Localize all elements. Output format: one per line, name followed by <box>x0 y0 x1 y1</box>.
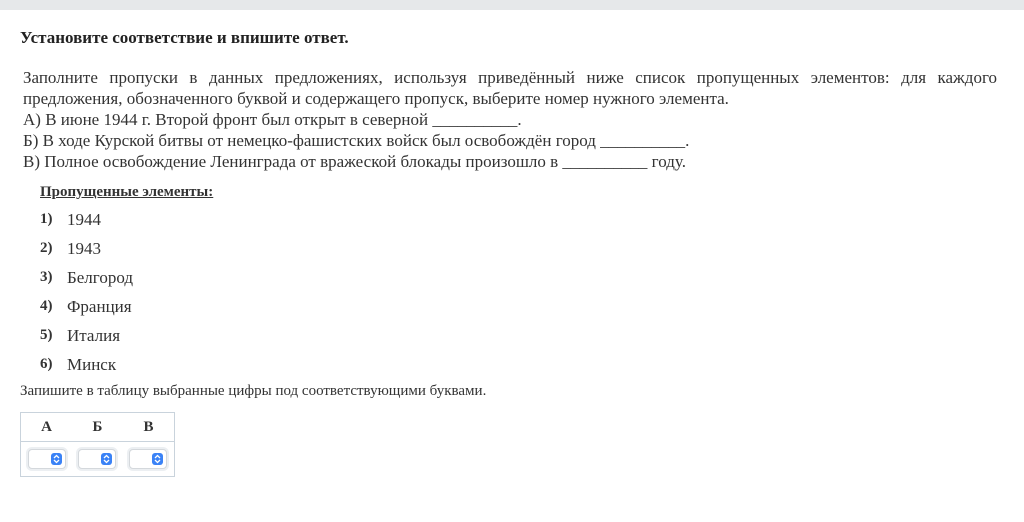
option-text: Минск <box>67 354 117 374</box>
list-item <box>40 205 133 234</box>
list-item <box>40 234 133 263</box>
answer-header-row <box>21 413 175 442</box>
sentence-a: А) В июне 1944 г. Второй фронт был открыт в северной __________. <box>23 110 522 129</box>
missing-elements-title: Пропущенные элементы: <box>40 184 214 200</box>
option-number: 4) <box>40 298 53 314</box>
option-text: Белгород <box>67 267 133 287</box>
option-number: 1) <box>40 211 53 227</box>
column-header-b: Б <box>72 413 123 442</box>
option-number: 5) <box>40 327 53 343</box>
list-item <box>40 263 133 292</box>
answer-cell-b <box>72 442 123 477</box>
missing-elements-list <box>40 205 133 379</box>
task-heading: Установите соответствие и впишите ответ. <box>20 28 349 47</box>
list-item <box>40 350 133 379</box>
option-text: Италия <box>67 325 121 345</box>
sentence-b: Б) В ходе Курской битвы от немецко-фашистских войск был освобождён город __________. <box>23 131 690 150</box>
up-down-chevron-icon <box>51 453 62 465</box>
up-down-chevron-icon <box>101 453 112 465</box>
sentence-c: В) Полное освобождение Ленинграда от вражеской блокады произошло в __________ году. <box>23 152 686 171</box>
answer-select-c[interactable] <box>129 449 167 469</box>
task-instruction: Заполните пропуски в данных предложениях, используя приведённый ниже список пропущенных элементов: для каждого предложения, обозначенного буквой и содержащего пропуск, выберите номер нужного элемента. <box>23 68 997 108</box>
option-number: 3) <box>40 269 53 285</box>
option-number: 2) <box>40 240 53 256</box>
option-number: 6) <box>40 356 53 372</box>
answer-select-row <box>21 442 175 477</box>
list-item <box>40 292 133 321</box>
list-item <box>40 321 133 350</box>
option-text: 1944 <box>67 209 101 229</box>
answer-select-a[interactable] <box>28 449 66 469</box>
answer-instruction: Запишите в таблицу выбранные цифры под соответствующими буквами. <box>20 383 487 399</box>
column-header-a: А <box>21 413 73 442</box>
option-text: 1943 <box>67 238 101 258</box>
answer-table <box>20 412 175 477</box>
up-down-chevron-icon <box>152 453 163 465</box>
column-header-c: В <box>123 413 175 442</box>
answer-cell-a <box>21 442 73 477</box>
option-text: Франция <box>67 296 132 316</box>
task-body <box>23 67 997 172</box>
answer-cell-c <box>123 442 175 477</box>
answer-select-b[interactable] <box>78 449 116 469</box>
